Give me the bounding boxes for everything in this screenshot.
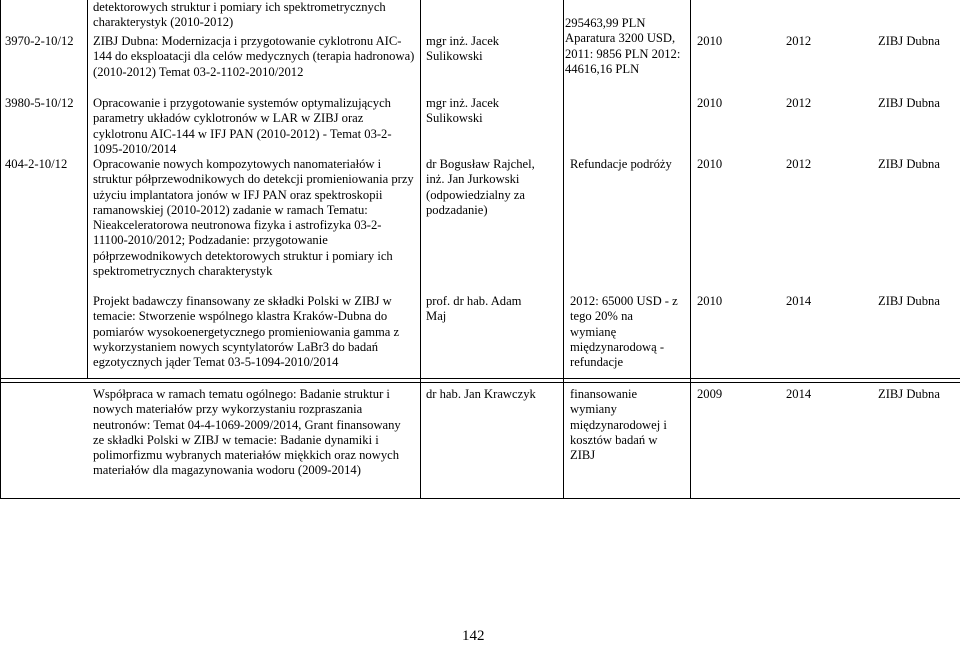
column-divider bbox=[420, 0, 421, 498]
end-year: 2012 bbox=[786, 96, 812, 110]
start-year: 2010 bbox=[697, 34, 723, 48]
project-title: Opracowanie i przygotowanie systemów optymalizujących parametry układów cyklotronów w LAR w ZIBJ oraz cyklotronu AIC-144 w IFJ PAN (2010-2012) - Temat 03-2-1095-2010/2014 bbox=[93, 96, 392, 156]
column-divider bbox=[563, 0, 564, 498]
start-year: 2010 bbox=[697, 157, 723, 171]
project-title: Opracowanie nowych kompozytowych nanomateriałów i struktur półprzewodnikowych do detekcji promieniowania przy użyciu implantatora jonów w IFJ PAN oraz spektroskopii ramanowskiej (2010-2012) zadanie w ramach Tematu: Nieakceleratorowa neutronowa fizyka i astrofizyka 03-2-11100-2010/2012; Podzadanie: przygotowanie półprzewodnikowych detektorowych struktur i pomiary ich spektrometrycznych charakterystyk bbox=[93, 157, 414, 279]
start-year: 2010 bbox=[697, 294, 723, 308]
project-id: 3980-5-10/12 bbox=[5, 96, 74, 110]
column-divider bbox=[690, 0, 691, 498]
funding-text: finansowanie wymiany międzynarodowej i kosztów badań w ZIBJ bbox=[570, 387, 667, 463]
project-title: ZIBJ Dubna: Modernizacja i przygotowanie cyklotronu AIC-144 do eksploatacji dla celów medycznych (terapia hadronowa) (2010-2012) Temat 03-2-1102-2010/2012 bbox=[93, 34, 415, 79]
page-number: 142 bbox=[462, 628, 485, 644]
end-year: 2012 bbox=[786, 157, 812, 171]
row-divider bbox=[0, 378, 960, 379]
partner-name: ZIBJ Dubna bbox=[878, 387, 940, 401]
project-title: Projekt badawczy finansowany ze składki Polski w ZIBJ w temacie: Stworzenie wspólnego klastra Kraków-Dubna do pomiarów wysokoenergetycznego promieniowania gamma z wykorzystaniem nowych scyntylatorów LaBr3 do badań egzotycznych jąder Temat 03-5-1094-2010/2014 bbox=[93, 294, 400, 370]
end-year: 2012 bbox=[786, 34, 812, 48]
partner-name: ZIBJ Dubna bbox=[878, 96, 940, 110]
funding-text: 2012: 65000 USD - z tego 20% na wymianę międzynarodową - refundacje bbox=[570, 294, 678, 370]
start-year: 2009 bbox=[697, 387, 723, 401]
person-name: dr Bogusław Rajchel, inż. Jan Jurkowski (odpowiedzialny za podzadanie) bbox=[426, 157, 535, 217]
funding-text: Refundacje podróży bbox=[570, 157, 672, 171]
partner-name: ZIBJ Dubna bbox=[878, 294, 940, 308]
project-title: detektorowych struktur i pomiary ich spektrometrycznych charakterystyk (2010-2012) bbox=[93, 0, 386, 30]
funding-text: 295463,99 PLN Aparatura 3200 USD, 2011: 9856 PLN 2012: 44616,16 PLN bbox=[565, 16, 681, 76]
person-name: mgr inż. Jacek Sulikowski bbox=[426, 96, 500, 126]
column-divider bbox=[87, 0, 88, 378]
project-title: Współpraca w ramach tematu ogólnego: Badanie struktur i nowych materiałów przy wykorzystaniu rozpraszania neutronów: Temat 04-4-1069-2009/2014, Grant finansowany ze składki Polski w ZIBJ w temacie: Badanie dynamiki i polimorfizmu wybranych materiałów miękkich oraz nowych materiałów dla magazynowania wodoru (2009-2014) bbox=[93, 387, 401, 478]
table-row bbox=[93, 0, 415, 31]
end-year: 2014 bbox=[786, 294, 812, 308]
partner-name: ZIBJ Dubna bbox=[878, 157, 940, 171]
project-id: 404-2-10/12 bbox=[5, 157, 68, 171]
table-border-left bbox=[0, 0, 1, 498]
table-border-bottom bbox=[0, 498, 960, 499]
start-year: 2010 bbox=[697, 96, 723, 110]
person-name: prof. dr hab. Adam Maj bbox=[426, 294, 522, 324]
partner-name: ZIBJ Dubna bbox=[878, 34, 940, 48]
project-id: 3970-2-10/12 bbox=[5, 34, 74, 48]
row-divider bbox=[0, 382, 960, 383]
person-name: mgr inż. Jacek Sulikowski bbox=[426, 34, 500, 64]
person-name: dr hab. Jan Krawczyk bbox=[426, 387, 536, 401]
end-year: 2014 bbox=[786, 387, 812, 401]
funding-cell bbox=[565, 16, 687, 77]
